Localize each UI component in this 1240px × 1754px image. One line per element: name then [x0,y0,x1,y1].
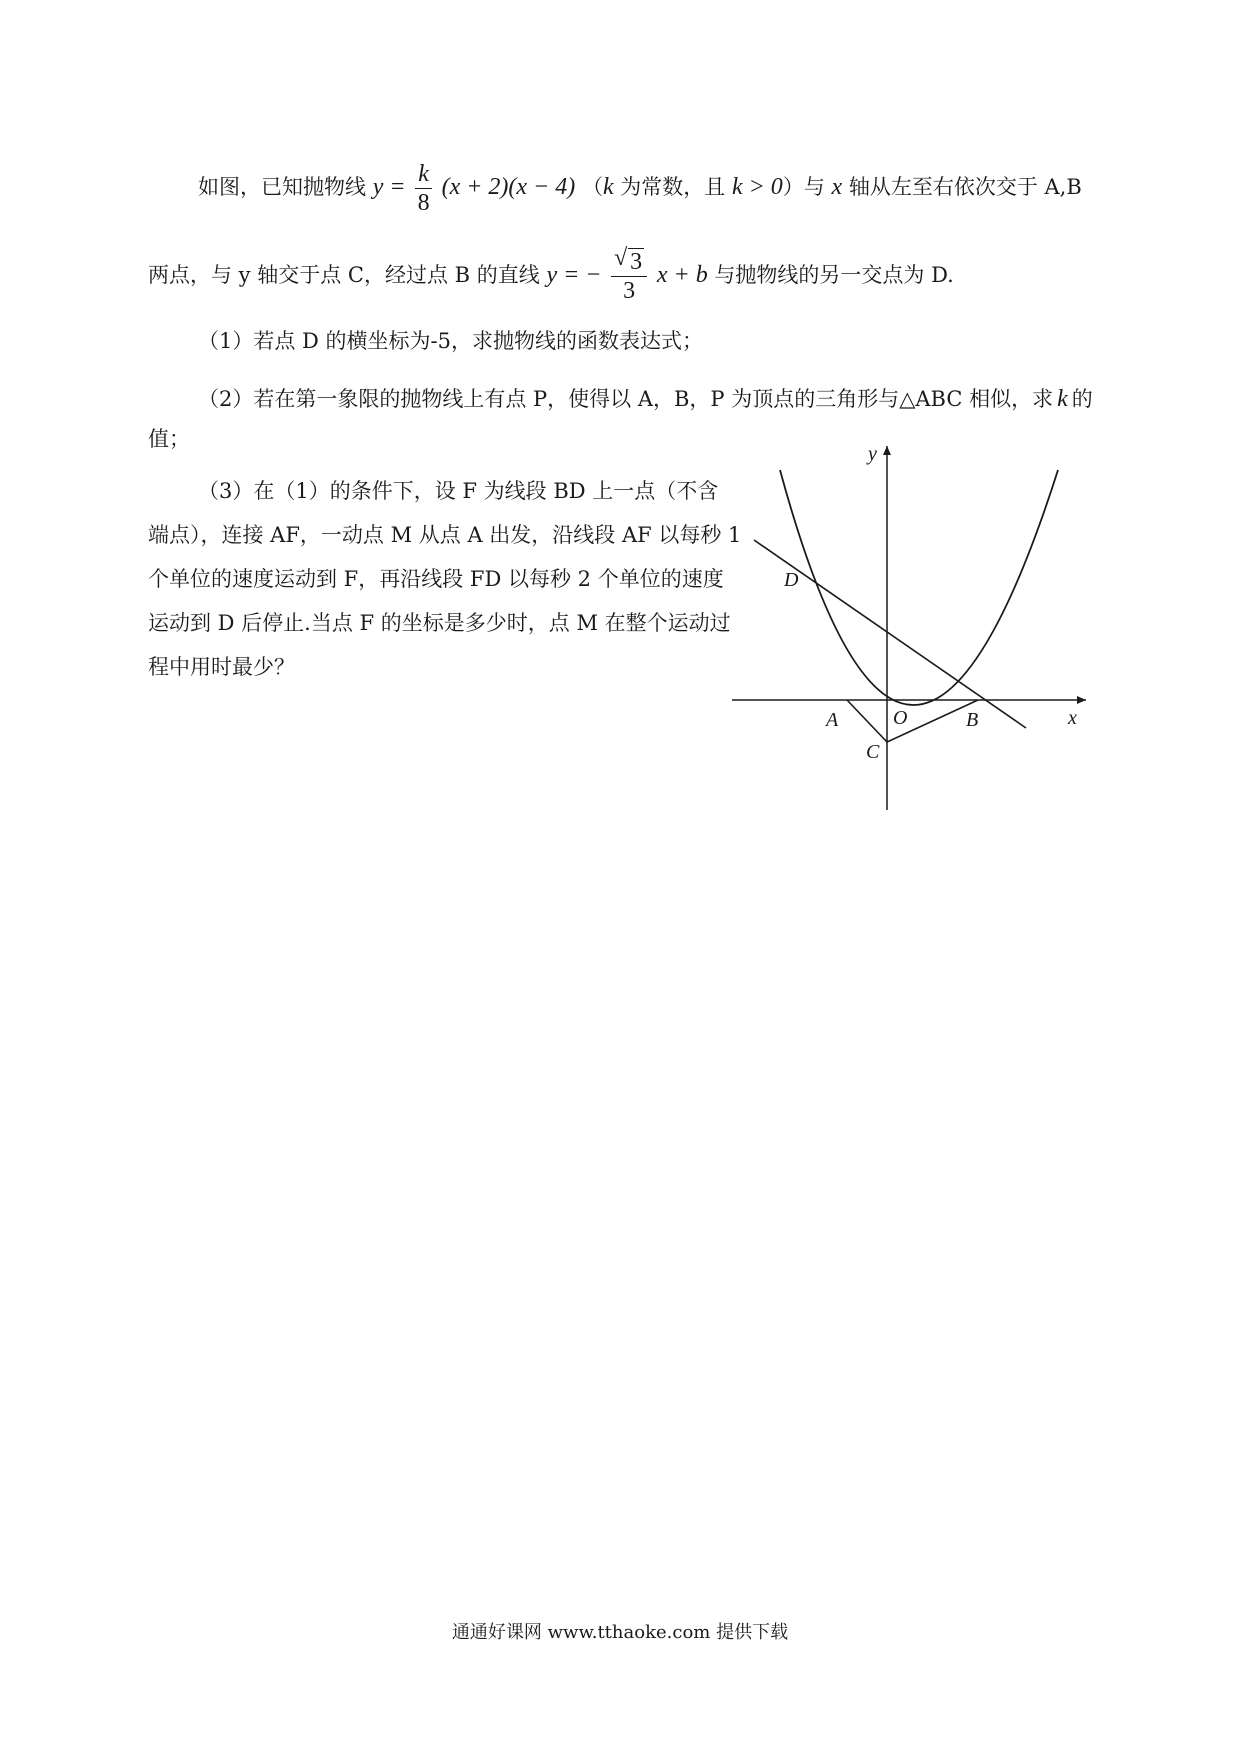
label-point-d: D [784,569,799,591]
question-3-line-3: 个单位的速度运动到 F，再沿线段 FD 以每秒 2 个单位的速度 [148,567,724,591]
label-point-c: C [866,741,880,763]
k-variable: k [602,174,614,200]
k-positive-condition: k > 0 [731,174,783,200]
question-3-line-5: 程中用时最少？ [148,655,295,679]
parabola-eq-rest: (x + 2)(x − 4) [441,174,576,200]
intro-after: 轴从左至右依次交于 A,B [842,175,1082,199]
line2-post: 与抛物线的另一交点为 D. [714,263,954,287]
label-origin: O [893,707,908,729]
label-x-axis: x [1068,707,1077,729]
question-3-line-1: （3）在（1）的条件下，设 F 为线段 BD 上一点（不含 [198,479,719,503]
question-1: （1）若点 D 的横坐标为-5，求抛物线的函数表达式； [198,329,704,353]
segment-ac [847,700,887,742]
paren-close: ） [782,175,804,199]
parabola-figure [728,440,1098,810]
x-variable: x [831,174,843,200]
question-3-line-2: 端点），连接 AF，一动点 M 从点 A 出发，沿线段 AF 以每秒 1 [148,523,742,547]
q2-text-end: 的 [1071,387,1093,411]
fraction-numerator: k [415,160,432,189]
q2-k-variable: k [1057,386,1068,412]
parabola-fraction [415,160,432,217]
label-point-a: A [826,709,839,731]
fraction-numerator-sqrt [611,245,647,277]
line-eq-lhs: y = − [546,262,602,288]
intro-text: 如图，已知抛物线 [198,175,366,199]
line-eq-rest: x + b [656,262,708,288]
sqrt-radicand: 3 [630,249,643,275]
intro-with: 与 [803,175,832,199]
question-2-line-1 [198,384,1093,414]
sqrt-symbol: √ 3 [614,245,643,275]
parabola-eq-lhs: y = [372,174,406,200]
sqrt3-over-3-fraction [611,245,647,305]
page-footer: 通通好课网 www.tthaoke.com 提供下载 [451,1622,789,1643]
fraction-denominator: 8 [417,190,430,216]
label-y-axis: y [868,443,877,465]
line2-pre: 两点，与 y 轴交于点 C，经过点 B 的直线 [148,263,540,287]
fraction-denominator-3: 3 [623,278,636,304]
problem-line-2 [148,245,954,305]
question-3-line-4: 运动到 D 后停止.当点 F 的坐标是多少时，点 M 在整个运动过 [148,611,731,635]
label-point-b: B [966,709,979,731]
q2-text: （2）若在第一象限的抛物线上有点 P，使得以 A，B，P 为顶点的三角形与△ABC 相似，求 [198,387,1054,411]
paren-open: （ [581,175,603,199]
problem-intro-line [198,160,1082,217]
constant-condition: 为常数，且 [613,175,732,199]
question-2-line-2: 值； [148,427,190,451]
